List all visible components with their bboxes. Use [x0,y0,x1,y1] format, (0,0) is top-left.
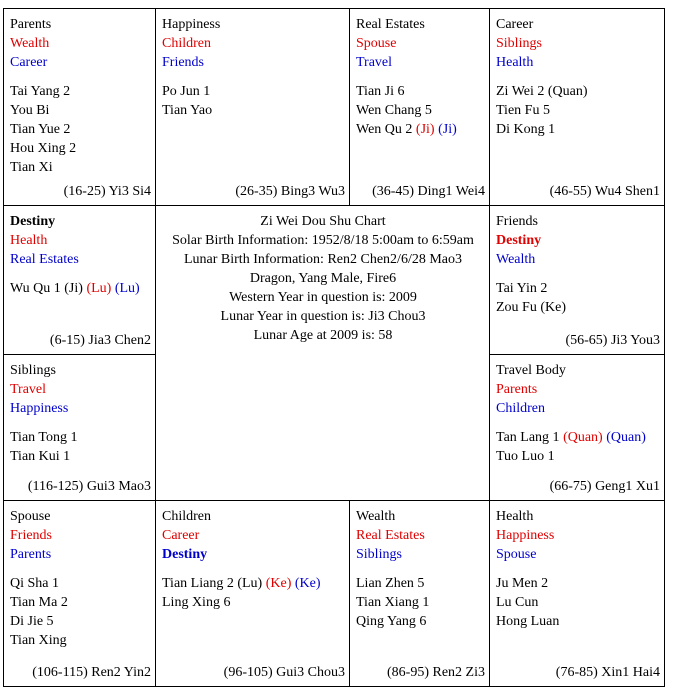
palace-role-label: Health [10,233,48,248]
star-text: Zou Fu (Ke) [496,300,566,315]
star-entry [496,593,660,612]
star-text: Lian Zhen 5 [356,576,425,591]
star-entry [10,612,151,631]
spacer [10,72,151,82]
star-text: Tai Yang 2 [10,84,71,99]
palace-role [162,507,345,526]
palace-role [162,526,345,545]
star-text: (Lu) [114,281,140,296]
chart-info-line: Zi Wei Dou Shu Chart [260,214,386,229]
star-text: Qing Yang 6 [356,614,427,629]
palace-role [496,545,660,564]
palace-cell-wu3 [155,8,350,206]
palace-role-label: Happiness [496,528,555,543]
star-entry [496,612,660,631]
star-entry [10,120,151,139]
palace-role [356,34,485,53]
palace-period-stem-branch: (26-35) Bing3 Wu3 [235,184,345,199]
palace-role [162,545,345,564]
star-entry [496,428,660,447]
palace-role-label: Destiny [10,214,56,229]
chart-info-line: Lunar Age at 2009 is: 58 [253,328,393,343]
palace-period-stem-branch: (76-85) Xin1 Hai4 [555,665,660,680]
palace-role [496,250,660,269]
chart-info-line: Lunar Birth Information: Ren2 Chen2/6/28 Mao3 [183,252,462,267]
palace-role-label: Friends [10,528,52,543]
star-entry [10,574,151,593]
star-text: You Bi [10,103,50,118]
palace-role [496,212,660,231]
palace-role [10,507,151,526]
palace-period-stem-branch: (56-65) Ji3 You3 [565,333,660,348]
palace-role-label: Travel [356,55,393,70]
palace-role [496,15,660,34]
palace-role-label: Parents [10,17,52,32]
spacer [162,72,345,82]
star-text: Ling Xing 6 [162,595,231,610]
star-entry [10,139,151,158]
star-entry [10,631,151,650]
star-text: Hong Luan [496,614,560,629]
spacer [10,418,151,428]
palace-role-label: Real Estates [10,252,79,267]
star-entry [10,428,151,447]
star-entry [356,101,485,120]
spacer [356,72,485,82]
star-text: (Ke) [265,576,292,591]
star-text: Tai Yin 2 [496,281,548,296]
chart-info-line: Western Year in question is: 2009 [229,290,417,305]
palace-role-label: Travel [10,382,47,397]
palace-role [496,231,660,250]
palace-cell-you3 [489,205,665,355]
star-text: Ju Men 2 [496,576,549,591]
star-text: (Ji) [438,122,457,137]
palace-role-label: Career [496,17,534,32]
palace-role [10,250,151,269]
star-text: Tian Xi [10,160,53,175]
star-text: Tian Yue 2 [10,122,71,137]
star-entry [162,574,345,593]
spacer [496,269,660,279]
palace-role-label: Real Estates [356,17,425,32]
palace-role [10,212,151,231]
star-entry [496,82,660,101]
palace-role-label: Destiny [162,547,208,562]
star-entry [10,101,151,120]
star-text: Di Kong 1 [496,122,556,137]
chart-info-line: Dragon, Yang Male, Fire6 [249,271,397,286]
star-text: (Quan) [606,430,646,445]
chart-info-line: Solar Birth Information: 1952/8/18 5:00am to 6:59am [172,233,474,248]
palace-role-label: Health [496,55,534,70]
star-entry [10,82,151,101]
star-text: Tian Kui 1 [10,449,71,464]
palace-role-label: Parents [10,547,52,562]
palace-role [496,507,660,526]
palace-cell-zi3 [349,500,490,687]
star-entry [496,279,660,298]
palace-role [162,53,345,72]
star-text: Tian Yao [162,103,213,118]
star-entry [356,82,485,101]
palace-cell-mao3 [3,354,156,501]
palace-role-label: Siblings [10,363,56,378]
palace-role [496,34,660,53]
palace-role [10,526,151,545]
star-text: Po Jun 1 [162,84,211,99]
palace-cell-si4 [3,8,156,206]
palace-cell-wei4 [349,8,490,206]
palace-role-label: Spouse [356,36,397,51]
palace-period-stem-branch: (106-115) Ren2 Yin2 [32,665,151,680]
palace-role-label: Career [10,55,48,70]
palace-role [162,34,345,53]
palace-role-label: Siblings [356,547,402,562]
star-text: Tan Lang 1 [496,430,564,445]
palace-cell-yin2 [3,500,156,687]
palace-role-label: Parents [496,382,538,397]
spacer [496,418,660,428]
spacer [356,564,485,574]
palace-period-stem-branch: (46-55) Wu4 Shen1 [549,184,660,199]
star-entry [10,158,151,177]
spacer [162,564,345,574]
palace-role-label: Travel Body [496,363,566,378]
palace-role-label: Friends [496,214,538,229]
palace-role [356,526,485,545]
star-text: Tien Fu 5 [496,103,550,118]
star-text: Hou Xing 2 [10,141,77,156]
star-text: Tian Ma 2 [10,595,68,610]
star-text: Tuo Luo 1 [496,449,555,464]
star-text: Lu Cun [496,595,539,610]
palace-role-label: Spouse [496,547,537,562]
palace-role [10,15,151,34]
star-entry [162,82,345,101]
star-text: (Ji) [415,122,435,137]
palace-role [496,53,660,72]
palace-role [356,507,485,526]
star-entry [162,101,345,120]
palace-role [10,399,151,418]
zi-wei-chart-grid [4,9,665,687]
star-entry [356,593,485,612]
palace-role-label: Friends [162,55,204,70]
chart-info-panel [156,206,490,501]
star-entry [10,593,151,612]
palace-period-stem-branch: (16-25) Yi3 Si4 [63,184,151,199]
star-entry [10,279,151,298]
star-entry [356,612,485,631]
star-text: Tian Tong 1 [10,430,78,445]
palace-role-label: Spouse [10,509,51,524]
palace-role [356,545,485,564]
palace-role [496,526,660,545]
palace-period-stem-branch: (36-45) Ding1 Wei4 [372,184,485,199]
palace-role-label: Career [162,528,200,543]
palace-role [10,34,151,53]
palace-role [10,380,151,399]
palace-role [496,380,660,399]
palace-role-label: Children [162,36,211,51]
palace-role-label: Happiness [162,17,221,32]
palace-cell-xu1 [489,354,665,501]
star-text: Tian Liang 2 (Lu) [162,576,266,591]
palace-period-stem-branch: (6-15) Jia3 Chen2 [49,333,151,348]
palace-cell-chen2 [3,205,156,355]
palace-period-stem-branch: (86-95) Ren2 Zi3 [387,665,485,680]
palace-role-label: Health [496,509,534,524]
palace-role-label: Real Estates [356,528,425,543]
palace-role-label: Siblings [496,36,542,51]
spacer [496,564,660,574]
star-entry [10,447,151,466]
star-text: (Lu) [86,281,112,296]
star-text: Wen Chang 5 [356,103,432,118]
star-text: (Quan) [563,430,603,445]
star-entry [496,120,660,139]
star-text: Qi Sha 1 [10,576,59,591]
star-entry [496,101,660,120]
palace-period-stem-branch: (96-105) Gui3 Chou3 [223,665,345,680]
star-entry [162,593,345,612]
star-text: Di Jie 5 [10,614,54,629]
star-text: Wen Qu 2 [356,122,416,137]
palace-role [10,545,151,564]
star-entry [356,574,485,593]
palace-role [162,15,345,34]
palace-cell-hai4 [489,500,665,687]
palace-role [496,399,660,418]
palace-role [10,361,151,380]
spacer [496,72,660,82]
star-entry [496,298,660,317]
star-entry [496,574,660,593]
palace-period-stem-branch: (66-75) Geng1 Xu1 [549,479,660,494]
palace-period-stem-branch: (116-125) Gui3 Mao3 [27,479,151,494]
star-text: Zi Wei 2 (Quan) [496,84,588,99]
spacer [10,269,151,279]
star-text: (Ke) [294,576,321,591]
palace-role-label: Wealth [496,252,536,267]
palace-role [10,53,151,72]
palace-role-label: Happiness [10,401,69,416]
palace-role-label: Wealth [356,509,396,524]
palace-role [356,15,485,34]
palace-role [496,361,660,380]
star-entry [356,120,485,139]
palace-role-label: Destiny [496,233,542,248]
star-text: Tian Xiang 1 [356,595,430,610]
star-text: Tian Xing [10,633,67,648]
palace-role [356,53,485,72]
star-entry [496,447,660,466]
palace-cell-chou3 [155,500,350,687]
palace-cell-shen1 [489,8,665,206]
palace-role-label: Children [496,401,545,416]
spacer [10,564,151,574]
palace-role-label: Children [162,509,211,524]
palace-role [10,231,151,250]
star-text: Wu Qu 1 (Ji) [10,281,87,296]
palace-role-label: Wealth [10,36,50,51]
star-text: Tian Ji 6 [356,84,405,99]
chart-info-line: Lunar Year in question is: Ji3 Chou3 [220,309,426,324]
